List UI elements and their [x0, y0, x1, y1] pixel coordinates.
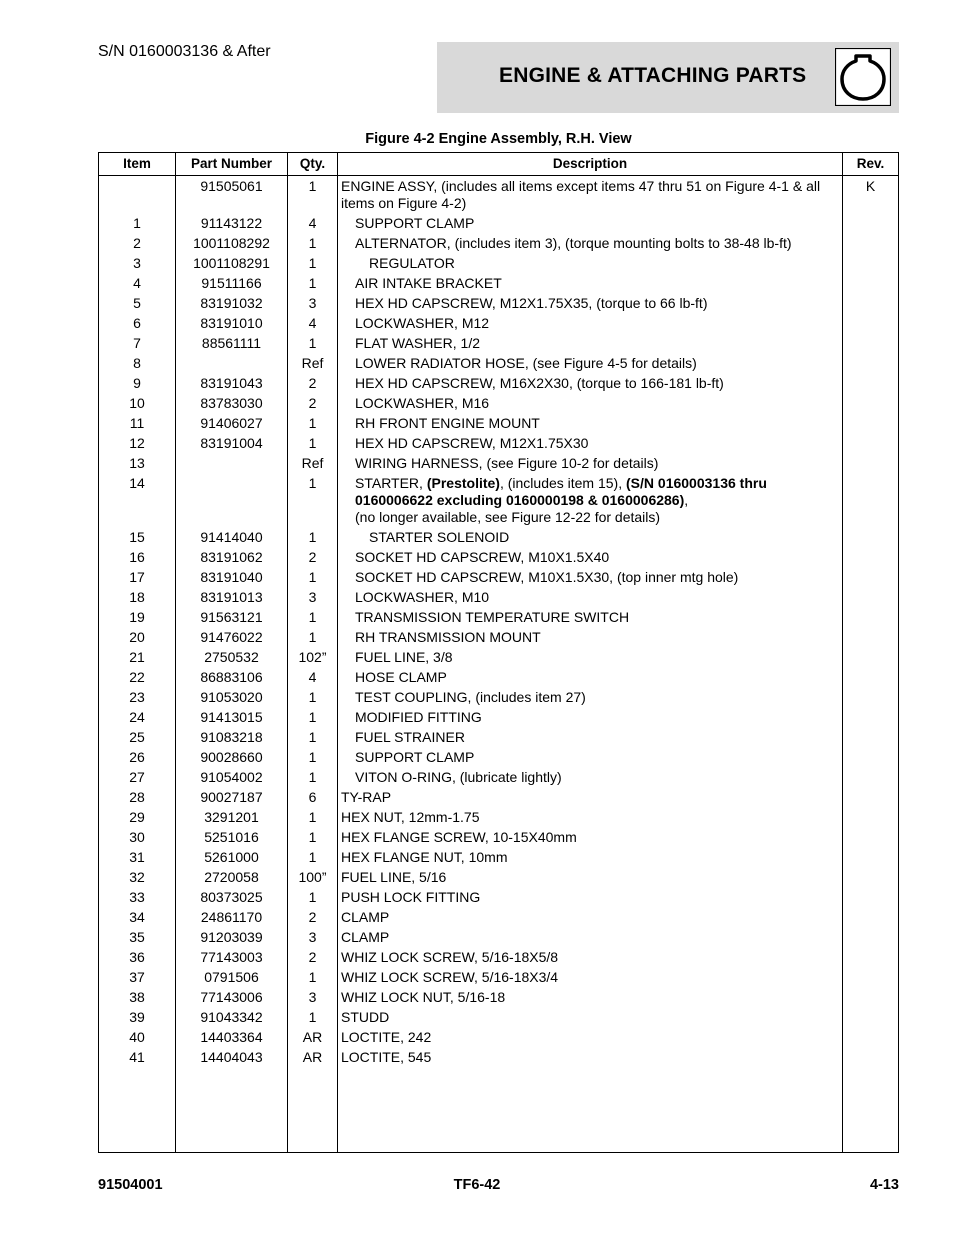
table-row — [99, 687, 898, 707]
table-row — [99, 747, 898, 767]
description: MODIFIED FITTING — [355, 709, 482, 725]
part-number: 83191062 — [200, 549, 263, 565]
quantity: 1 — [308, 235, 317, 251]
description-segment: (no longer available, see Figure 12-22 for details) — [355, 509, 661, 525]
item-number: 40 — [129, 1029, 145, 1045]
quantity: 2 — [308, 395, 317, 411]
item-number: 19 — [129, 609, 145, 625]
quantity: 6 — [308, 789, 317, 805]
part-number: 5261000 — [204, 849, 259, 865]
table-row — [99, 727, 898, 747]
quantity: 1 — [308, 629, 317, 645]
part-number: 90027187 — [200, 789, 263, 805]
table-row — [99, 313, 898, 333]
table-row — [99, 987, 898, 1007]
description: ENGINE ASSY, (includes all items except items 47 thru 51 on Figure 4-1 & all items on Figure 4-2) — [341, 178, 821, 211]
item-number: 29 — [129, 809, 145, 825]
table-row — [99, 907, 898, 927]
quantity: 1 — [308, 415, 317, 431]
section-banner — [437, 42, 899, 113]
quantity: 2 — [308, 375, 317, 391]
description: HEX HD CAPSCREW, M12X1.75X35, (torque to 66 lb-ft) — [355, 295, 708, 311]
part-number: 14403364 — [200, 1029, 263, 1045]
quantity: 1 — [308, 969, 317, 985]
table-row — [99, 867, 898, 887]
part-number: 80373025 — [200, 889, 263, 905]
column-header-rev: Rev. — [856, 156, 885, 171]
part-number: 91505061 — [200, 178, 263, 194]
item-number: 33 — [129, 889, 145, 905]
item-number: 8 — [133, 355, 141, 371]
table-row — [99, 1047, 898, 1067]
quantity: AR — [302, 1029, 323, 1045]
item-number: 32 — [129, 869, 145, 885]
quantity: 1 — [308, 435, 317, 451]
quantity: AR — [302, 1049, 323, 1065]
quantity: 4 — [308, 669, 317, 685]
item-number: 27 — [129, 769, 145, 785]
table-row — [99, 253, 898, 273]
item-number: 35 — [129, 929, 145, 945]
item-number: 21 — [129, 649, 145, 665]
description: SOCKET HD CAPSCREW, M10X1.5X40 — [355, 549, 610, 565]
description-segment: , — [684, 492, 689, 508]
quantity: 3 — [308, 929, 317, 945]
description: STUDD — [341, 1009, 390, 1025]
description: HEX HD CAPSCREW, M16X2X30, (torque to 166-181 lb-ft) — [355, 375, 724, 391]
item-number: 24 — [129, 709, 145, 725]
engine-icon — [835, 48, 891, 106]
part-number: 24861170 — [200, 909, 263, 925]
part-number: 91511166 — [201, 275, 262, 291]
description — [341, 475, 843, 526]
item-number: 2 — [133, 235, 141, 251]
item-number: 1 — [133, 215, 141, 231]
quantity: 1 — [308, 769, 317, 785]
quantity: 1 — [308, 475, 317, 491]
quantity: 4 — [308, 315, 317, 331]
item-number: 10 — [129, 395, 145, 411]
quantity: 1 — [308, 849, 317, 865]
table-row — [99, 967, 898, 987]
part-number: 2750532 — [204, 649, 259, 665]
table-row — [99, 1027, 898, 1047]
part-number: 77143006 — [200, 989, 263, 1005]
description: FUEL STRAINER — [355, 729, 465, 745]
part-number: 1001108292 — [193, 235, 270, 251]
table-row — [99, 787, 898, 807]
table-row — [99, 807, 898, 827]
column-header-qty: Qty. — [299, 156, 326, 171]
part-number: 5251016 — [204, 829, 259, 845]
description-segment: , (includes item 15), — [499, 475, 627, 491]
quantity: 1 — [308, 609, 317, 625]
description: FUEL LINE, 5/16 — [341, 869, 447, 885]
part-number: 3291201 — [204, 809, 259, 825]
item-number: 41 — [129, 1049, 145, 1065]
description: RH FRONT ENGINE MOUNT — [355, 415, 540, 431]
table-row — [99, 353, 898, 373]
quantity: 2 — [308, 909, 317, 925]
part-number: 91083218 — [200, 729, 263, 745]
description-segment: (Prestolite) — [426, 475, 500, 491]
item-number: 13 — [129, 455, 145, 471]
description: HEX FLANGE NUT, 10mm — [341, 849, 508, 865]
description: SOCKET HD CAPSCREW, M10X1.5X30, (top inner mtg hole) — [355, 569, 739, 585]
part-number: 90028660 — [200, 749, 263, 765]
description: CLAMP — [341, 929, 390, 945]
item-number: 5 — [133, 295, 141, 311]
table-row — [99, 413, 898, 433]
description: PUSH LOCK FITTING — [341, 889, 481, 905]
quantity: 4 — [308, 215, 317, 231]
quantity: 1 — [308, 709, 317, 725]
quantity: 1 — [308, 809, 317, 825]
description: LOCKWASHER, M16 — [355, 395, 490, 411]
part-number: 91476022 — [200, 629, 263, 645]
item-number: 12 — [129, 435, 145, 451]
column-header-item: Item — [123, 156, 151, 171]
item-number: 18 — [129, 589, 145, 605]
column-header-description: Description — [552, 156, 628, 171]
item-number: 4 — [133, 275, 141, 291]
quantity: 1 — [308, 689, 317, 705]
table-row — [99, 373, 898, 393]
description: SUPPORT CLAMP — [355, 749, 475, 765]
description: HEX HD CAPSCREW, M12X1.75X30 — [355, 435, 589, 451]
part-number: 83191032 — [200, 295, 263, 311]
table-row — [99, 767, 898, 787]
revision: K — [865, 178, 876, 194]
table-row — [99, 393, 898, 413]
table-row — [99, 647, 898, 667]
table-row — [99, 473, 898, 527]
description: LOCKWASHER, M12 — [355, 315, 490, 331]
description: LOCKWASHER, M10 — [355, 589, 490, 605]
description: TRANSMISSION TEMPERATURE SWITCH — [355, 609, 630, 625]
table-row — [99, 947, 898, 967]
table-row — [99, 607, 898, 627]
quantity: 1 — [308, 255, 317, 271]
part-number: 83783030 — [200, 395, 263, 411]
quantity: 1 — [308, 569, 317, 585]
part-number: 91414040 — [200, 529, 263, 545]
part-number: 83191004 — [200, 435, 263, 451]
table-row — [99, 333, 898, 353]
table-row — [99, 547, 898, 567]
item-number: 28 — [129, 789, 145, 805]
description: REGULATOR — [369, 255, 455, 271]
footer-doc-number: 91504001 — [98, 1177, 163, 1193]
section-title: ENGINE & ATTACHING PARTS — [499, 64, 807, 87]
table-row — [99, 847, 898, 867]
quantity: Ref — [301, 455, 324, 471]
description-segment: (S/N 0160003136 thru 0160006622 excluding 0160000198 & 0160006286) — [355, 475, 767, 508]
item-number: 6 — [133, 315, 141, 331]
description: STARTER SOLENOID — [369, 529, 510, 545]
item-number: 26 — [129, 749, 145, 765]
table-row — [99, 827, 898, 847]
item-number: 11 — [129, 415, 145, 431]
table-row — [99, 453, 898, 473]
item-number: 39 — [129, 1009, 145, 1025]
footer-page-number: 4-13 — [869, 1177, 899, 1193]
table-row — [99, 587, 898, 607]
item-number: 30 — [129, 829, 145, 845]
part-number: 91143122 — [200, 215, 263, 231]
quantity: 2 — [308, 949, 317, 965]
part-number: 91406027 — [200, 415, 263, 431]
table-row — [99, 927, 898, 947]
item-number: 9 — [133, 375, 141, 391]
part-number: 14404043 — [200, 1049, 263, 1065]
item-number: 20 — [129, 629, 145, 645]
item-number: 25 — [129, 729, 145, 745]
quantity: 1 — [308, 529, 317, 545]
table-row — [99, 273, 898, 293]
description: RH TRANSMISSION MOUNT — [355, 629, 541, 645]
description: ALTERNATOR, (includes item 3), (torque mounting bolts to 38-48 lb-ft) — [355, 235, 792, 251]
item-number: 31 — [129, 849, 145, 865]
quantity: 1 — [308, 729, 317, 745]
item-number: 22 — [129, 669, 145, 685]
description: FLAT WASHER, 1/2 — [355, 335, 480, 351]
item-number: 37 — [129, 969, 145, 985]
item-number: 14 — [129, 475, 145, 491]
description-segment: STARTER, — [355, 475, 427, 491]
quantity: 3 — [308, 589, 317, 605]
footer-model: TF6-42 — [453, 1177, 501, 1193]
description: WHIZ LOCK SCREW, 5/16-18X3/4 — [341, 969, 559, 985]
description: WIRING HARNESS, (see Figure 10-2 for details) — [355, 455, 659, 471]
table-row — [99, 233, 898, 253]
description: HOSE CLAMP — [355, 669, 447, 685]
description: WHIZ LOCK SCREW, 5/16-18X5/8 — [341, 949, 559, 965]
table-row — [99, 527, 898, 547]
description: LOCTITE, 545 — [341, 1049, 432, 1065]
description: HEX FLANGE SCREW, 10-15X40mm — [341, 829, 577, 845]
part-number: 91054002 — [200, 769, 263, 785]
part-number: 91203039 — [200, 929, 263, 945]
quantity: 2 — [308, 549, 317, 565]
description: TY-RAP — [341, 789, 392, 805]
table-row — [99, 176, 898, 213]
table-row — [99, 667, 898, 687]
item-number: 17 — [129, 569, 145, 585]
part-number: 83191043 — [200, 375, 263, 391]
item-number: 15 — [129, 529, 145, 545]
part-number: 91053020 — [200, 689, 263, 705]
quantity: 1 — [308, 178, 317, 194]
part-number: 1001108291 — [193, 255, 270, 271]
item-number: 7 — [133, 335, 141, 351]
quantity: 3 — [308, 295, 317, 311]
description: VITON O-RING, (lubricate lightly) — [355, 769, 562, 785]
description: WHIZ LOCK NUT, 5/16-18 — [341, 989, 506, 1005]
description: AIR INTAKE BRACKET — [355, 275, 502, 291]
quantity: 1 — [308, 275, 317, 291]
serial-number: S/N 0160003136 & After — [98, 43, 271, 60]
description: HEX NUT, 12mm-1.75 — [341, 809, 480, 825]
table-row — [99, 1007, 898, 1027]
item-number: 23 — [129, 689, 145, 705]
part-number: 83191013 — [200, 589, 263, 605]
part-number: 91413015 — [200, 709, 263, 725]
figure-title: Figure 4-2 Engine Assembly, R.H. View — [365, 131, 632, 147]
description: CLAMP — [341, 909, 390, 925]
quantity: 3 — [308, 989, 317, 1005]
part-number: 88561111 — [201, 335, 262, 351]
table-row — [99, 567, 898, 587]
description: LOWER RADIATOR HOSE, (see Figure 4-5 for details) — [355, 355, 697, 371]
item-number: 16 — [129, 549, 145, 565]
quantity: 1 — [308, 1009, 317, 1025]
parts-table — [98, 152, 899, 1153]
description: SUPPORT CLAMP — [355, 215, 475, 231]
item-number: 36 — [129, 949, 145, 965]
item-number: 3 — [133, 255, 141, 271]
table-row — [99, 213, 898, 233]
quantity: 1 — [308, 829, 317, 845]
quantity: Ref — [301, 355, 324, 371]
item-number: 34 — [129, 909, 145, 925]
table-row — [99, 433, 898, 453]
quantity: 1 — [308, 335, 317, 351]
part-number: 0791506 — [204, 969, 259, 985]
table-row — [99, 627, 898, 647]
part-number: 86883106 — [200, 669, 263, 685]
table-row — [99, 887, 898, 907]
description: LOCTITE, 242 — [341, 1029, 432, 1045]
table-row — [99, 293, 898, 313]
column-header-part-number: Part Number — [190, 156, 273, 171]
table-body — [99, 176, 898, 1067]
description: TEST COUPLING, (includes item 27) — [355, 689, 586, 705]
part-number: 91563121 — [200, 609, 263, 625]
quantity: 100” — [298, 869, 327, 885]
part-number: 2720058 — [204, 869, 259, 885]
table-row — [99, 707, 898, 727]
part-number: 83191040 — [200, 569, 263, 585]
part-number: 83191010 — [200, 315, 263, 331]
part-number: 77143003 — [200, 949, 263, 965]
item-number: 38 — [129, 989, 145, 1005]
quantity: 1 — [308, 889, 317, 905]
part-number: 91043342 — [200, 1009, 263, 1025]
description: FUEL LINE, 3/8 — [355, 649, 453, 665]
quantity: 1 — [308, 749, 317, 765]
quantity: 102” — [298, 649, 327, 665]
